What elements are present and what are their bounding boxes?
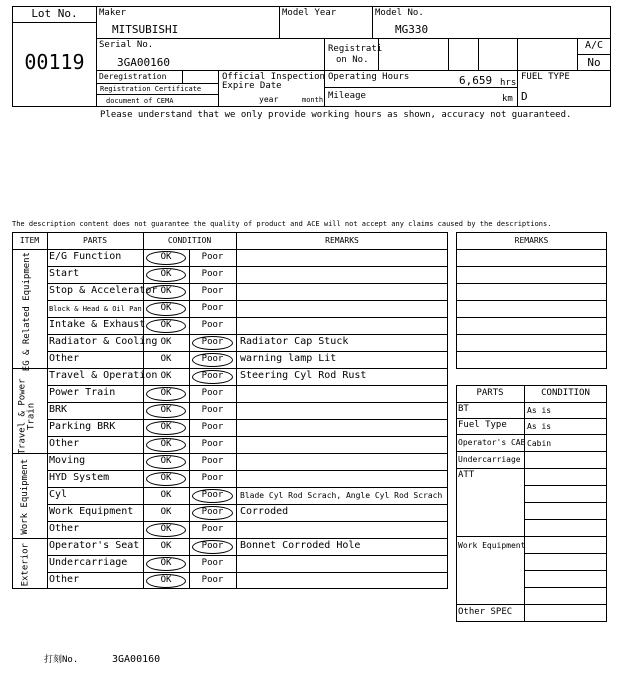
stamp-value: 3GA00160: [112, 654, 161, 665]
remark-text: warning lamp Lit: [240, 353, 337, 364]
ok-label: OK: [160, 422, 172, 432]
ok-circle-mark: [146, 472, 186, 486]
stamp-label: 打刻No.: [44, 655, 79, 665]
header-parts: PARTS: [82, 236, 108, 245]
inspection-label-line2: Expire Date: [222, 81, 282, 91]
group-work-equipment: Work Equipment: [19, 458, 30, 535]
ok-circle-mark: [146, 523, 186, 537]
poor-circle-mark: [192, 540, 233, 554]
ok-label: OK: [160, 524, 172, 534]
poor-label: Poor: [201, 490, 224, 500]
ok-label: OK: [160, 490, 172, 500]
serial-value: 3GA00160: [117, 56, 170, 69]
parts-table-part: Operator's CAB: [458, 438, 526, 447]
ok-label: OK: [160, 439, 172, 449]
poor-circle-mark: [192, 506, 233, 520]
ok-circle-mark: [146, 268, 186, 282]
poor-label: Poor: [201, 388, 224, 398]
maker-value: MITSUBISHI: [112, 23, 179, 36]
group-travel-power: [19, 367, 38, 465]
ok-label: OK: [160, 575, 172, 585]
poor-label: Poor: [201, 541, 224, 551]
ok-label: OK: [160, 252, 172, 262]
poor-label: Poor: [201, 575, 224, 585]
part-name: Work Equipment: [49, 506, 134, 517]
poor-circle-mark: [192, 336, 233, 350]
ok-label: OK: [160, 337, 172, 347]
remark-text: Blade Cyl Rod Scrach, Angle Cyl Rod Scrach: [240, 491, 443, 500]
poor-label: Poor: [201, 269, 224, 279]
header-remarks: REMARKS: [325, 236, 359, 245]
ok-label: OK: [160, 354, 172, 364]
ok-label: OK: [160, 507, 172, 517]
part-name: E/G Function: [49, 251, 122, 262]
part-name: BRK: [49, 404, 68, 415]
lot-number: 00119: [24, 50, 85, 74]
part-name: Other: [49, 353, 80, 364]
operating-hours-label: Operating Hours: [328, 72, 410, 82]
poor-label: Poor: [201, 286, 224, 296]
ok-label: OK: [160, 541, 172, 551]
hrs-unit: hrs: [500, 78, 517, 88]
poor-label: Poor: [201, 473, 224, 483]
ac-value: No: [587, 56, 601, 69]
month-label: month: [302, 96, 324, 104]
part-name: Intake & Exhaust: [49, 319, 146, 330]
part-name: HYD System: [49, 472, 110, 483]
ok-label: OK: [160, 286, 172, 296]
ok-circle-mark: [146, 387, 186, 401]
cema-label: document of CEMA: [106, 97, 174, 105]
fuel-type-value: D: [521, 90, 528, 103]
ok-circle-mark: [146, 302, 186, 316]
part-name: Undercarriage: [49, 557, 128, 568]
poor-label: Poor: [201, 303, 224, 313]
ok-label: OK: [160, 320, 172, 330]
parts-table-part: Undercarriage: [458, 455, 521, 464]
parts-table-part: Fuel Type: [458, 420, 507, 430]
condition-header: CONDITION: [541, 388, 590, 398]
parts-table-condition: As is: [527, 422, 552, 431]
poor-label: Poor: [201, 422, 224, 432]
remark-text: Steering Cyl Rod Rust: [240, 370, 367, 381]
km-unit: km: [502, 94, 513, 104]
deregistration-label: Deregistration: [99, 72, 167, 81]
ok-circle-mark: [146, 557, 186, 571]
parts-table-part: Other SPEC: [458, 607, 513, 617]
part-name: Cyl: [49, 489, 68, 500]
poor-circle-mark: [192, 489, 233, 503]
ok-circle-mark: [146, 319, 186, 333]
ok-circle-mark: [146, 455, 186, 469]
ok-label: OK: [160, 456, 172, 466]
model-year-label: Model Year: [282, 8, 337, 18]
parts-table-part: ATT: [458, 470, 475, 480]
mileage-label: Mileage: [328, 91, 366, 101]
poor-circle-mark: [192, 353, 233, 367]
ok-circle-mark: [146, 421, 186, 435]
header-item: ITEM: [19, 236, 40, 245]
ok-label: OK: [160, 473, 172, 483]
remark-text: Radiator Cap Stuck: [240, 336, 349, 347]
part-name: Power Train: [49, 387, 116, 398]
ok-circle-mark: [146, 438, 186, 452]
ok-circle-mark: [146, 285, 186, 299]
poor-label: Poor: [201, 507, 224, 517]
poor-label: Poor: [201, 320, 224, 330]
group-exterior: Exterior: [20, 543, 31, 587]
parts-table-part: Work Equipment: [458, 541, 526, 550]
ok-label: OK: [160, 269, 172, 279]
operating-hours-value: 6,659: [459, 74, 493, 87]
ok-label: OK: [160, 371, 172, 381]
ok-label: OK: [160, 405, 172, 415]
poor-label: Poor: [201, 252, 224, 262]
registration-no-label-line1: Registrati: [328, 44, 383, 54]
ok-circle-mark: [146, 251, 186, 265]
ok-circle-mark: [146, 574, 186, 588]
poor-label: Poor: [201, 354, 224, 364]
poor-label: Poor: [201, 405, 224, 415]
parts-table-condition: As is: [527, 406, 552, 415]
part-name: Stop & Accelerator: [49, 285, 158, 296]
part-name: Travel & Operation: [49, 370, 158, 381]
model-no-label: Model No.: [375, 8, 424, 18]
year-label: year: [259, 95, 279, 104]
group-eg-related: EG & Related Equipment: [21, 252, 32, 372]
part-name: Operator's Seat: [49, 540, 140, 551]
part-name: Block & Head & Oil Pan: [49, 305, 142, 313]
poor-label: Poor: [201, 558, 224, 568]
serial-label: Serial No.: [99, 40, 154, 50]
poor-label: Poor: [201, 439, 224, 449]
ac-label: A/C: [584, 40, 604, 51]
parts-header: PARTS: [476, 388, 504, 398]
ok-circle-mark: [146, 404, 186, 418]
group-travel-power-line2: Train: [27, 402, 37, 430]
part-name: Radiator & Cooling: [49, 336, 158, 347]
registration-certificate-label: Registration Certificate: [100, 85, 202, 93]
maker-label: Maker: [99, 8, 127, 18]
remark-text: Bonnet Corroded Hole: [240, 540, 361, 551]
part-name: Moving: [49, 455, 86, 466]
parts-table-condition: Cabin: [527, 439, 552, 448]
registration-no-label-line2: on No.: [336, 55, 369, 65]
ok-label: OK: [160, 388, 172, 398]
remarks-box-header: REMARKS: [514, 236, 549, 245]
header-condition: CONDITION: [167, 236, 212, 245]
part-name: Other: [49, 574, 80, 585]
hours-notice: Please understand that we only provide working hours as shown, accuracy not guaranteed.: [100, 110, 572, 120]
model-no-value: MG330: [395, 23, 429, 36]
ok-label: OK: [160, 558, 172, 568]
part-name: Start: [49, 268, 80, 279]
parts-table-part: BT: [458, 404, 469, 414]
poor-label: Poor: [201, 337, 224, 347]
lot-label: Lot No.: [31, 7, 78, 20]
poor-label: Poor: [201, 524, 224, 534]
poor-label: Poor: [201, 371, 224, 381]
inspection-label-line1: Official Inspection: [222, 72, 325, 82]
remark-text: Corroded: [240, 506, 289, 517]
ok-label: OK: [160, 303, 172, 313]
fuel-type-label: FUEL TYPE: [521, 72, 570, 82]
group-travel-power-line1: Travel & Power: [17, 378, 28, 455]
poor-circle-mark: [192, 370, 233, 384]
disclaimer: The description content does not guarantee the quality of product and ACE will not accept any claims caused by the descriptions.: [12, 220, 552, 228]
part-name: Other: [49, 438, 80, 449]
poor-label: Poor: [201, 456, 224, 466]
part-name: Other: [49, 523, 80, 534]
part-name: Parking BRK: [49, 421, 116, 432]
